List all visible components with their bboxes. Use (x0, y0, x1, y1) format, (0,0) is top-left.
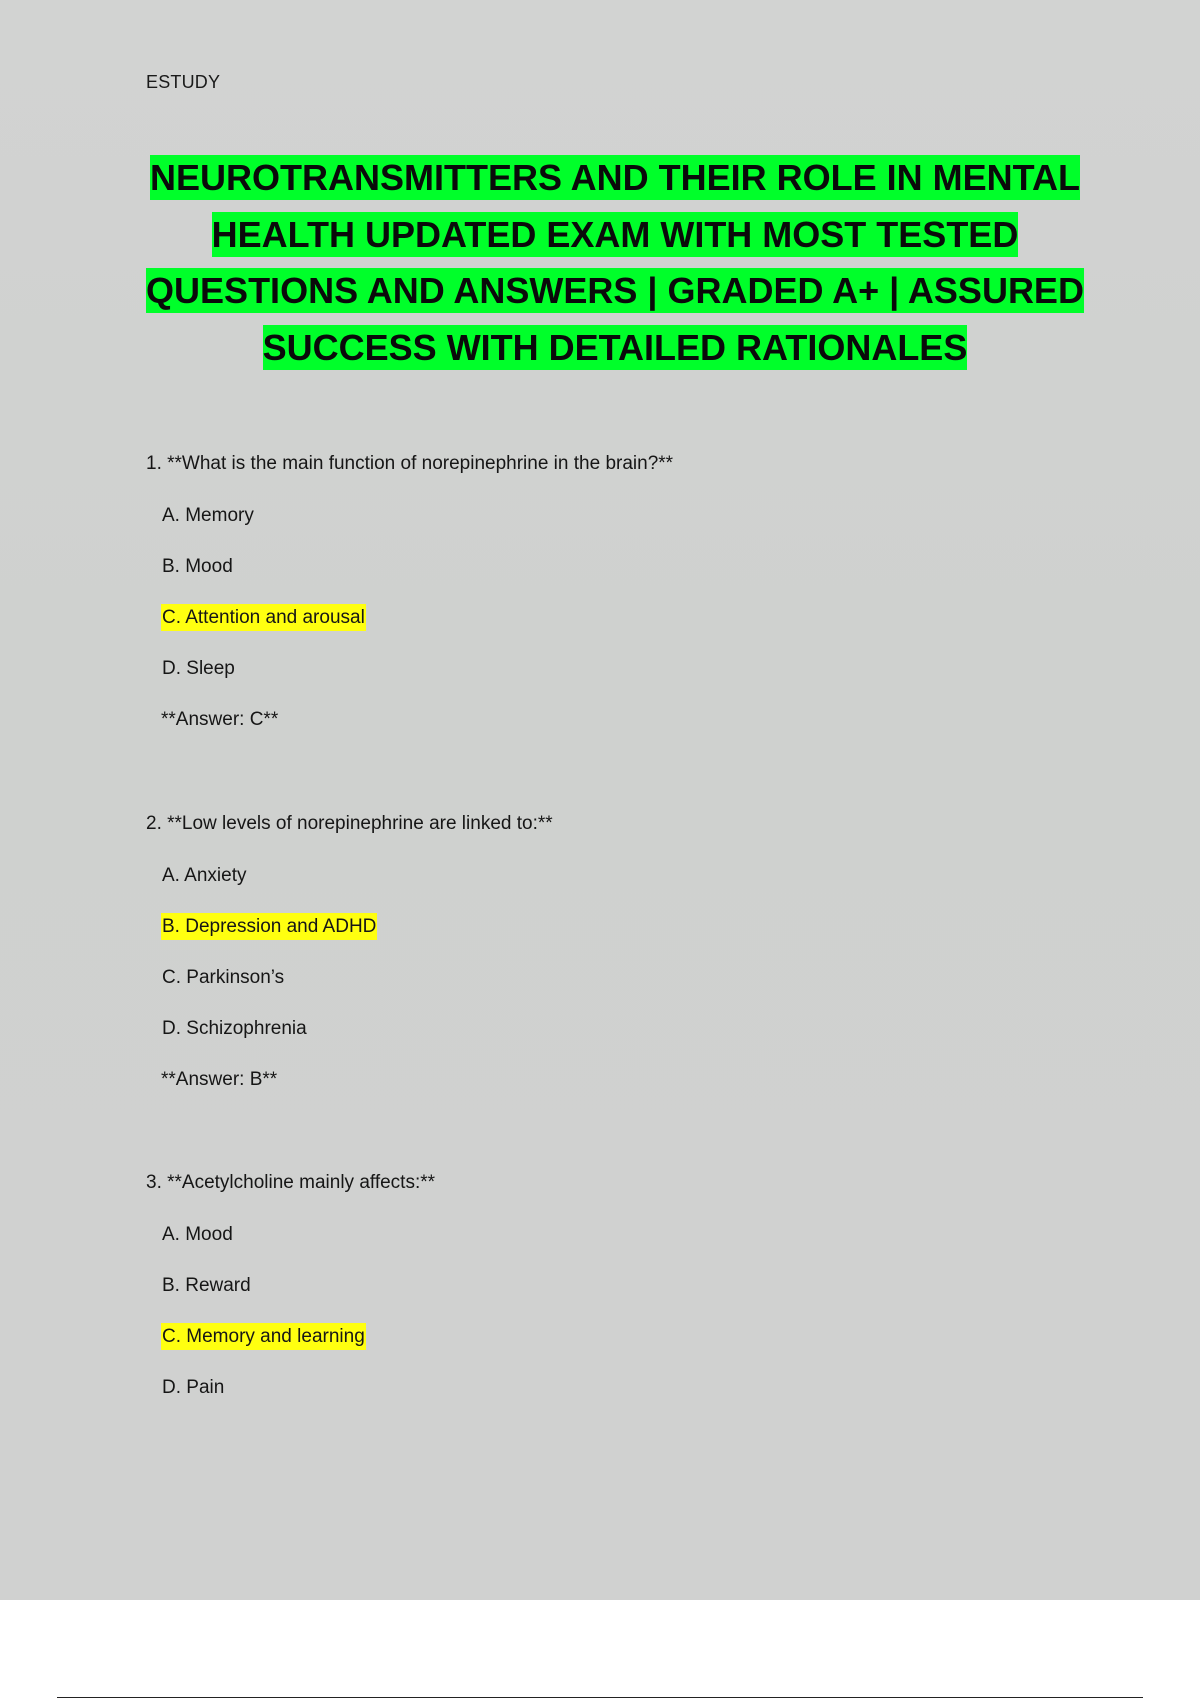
option-label: B. Reward (162, 1275, 251, 1296)
option-label: A. Mood (162, 1224, 233, 1245)
option-d (161, 654, 673, 684)
option-label: B. Mood (162, 556, 233, 577)
option-label: D. Pain (162, 1377, 225, 1398)
option-b (161, 1271, 435, 1301)
option-label: D. Schizophrenia (162, 1018, 307, 1039)
question-2 (146, 809, 553, 1095)
option-a (161, 1220, 435, 1250)
question-text: 1. **What is the main function of norepinephrine in the brain?** (146, 453, 674, 474)
option-label: D. Sleep (162, 658, 235, 679)
option-d (161, 1014, 553, 1044)
footer-divider (57, 1697, 1143, 1698)
option-a (161, 861, 553, 891)
option-label: A. Anxiety (162, 865, 247, 886)
question-3 (146, 1168, 435, 1403)
option-d (161, 1373, 435, 1403)
option-c-correct (161, 1322, 435, 1352)
title-line-4: SUCCESS WITH DETAILED RATIONALES (262, 326, 968, 368)
option-b (161, 552, 673, 582)
document-title (140, 150, 1090, 376)
option-c (161, 963, 553, 993)
option-label: C. Parkinson’s (162, 967, 285, 988)
answer-line: **Answer: C** (161, 709, 279, 730)
title-line-1: NEUROTRANSMITTERS AND THEIR ROLE IN MENTAL (150, 157, 1080, 198)
question-text: 2. **Low levels of norepinephrine are linked to:** (146, 813, 553, 834)
option-label: B. Depression and ADHD (161, 913, 377, 940)
answer-line: **Answer: B** (161, 1069, 278, 1090)
page-header-label: ESTUDY (146, 72, 221, 92)
title-line-3: QUESTIONS AND ANSWERS | GRADED A+ | ASSURED (146, 270, 1084, 311)
title-line-2: HEALTH UPDATED EXAM WITH MOST TESTED (211, 213, 1019, 255)
option-label: A. Memory (162, 505, 254, 526)
question-text: 3. **Acetylcholine mainly affects:** (146, 1172, 436, 1193)
option-a (161, 501, 673, 531)
option-label: C. Memory and learning (161, 1323, 366, 1350)
option-b-correct (161, 912, 553, 942)
option-label: C. Attention and arousal (161, 604, 366, 631)
question-1 (146, 449, 673, 735)
option-c-correct (161, 603, 673, 633)
